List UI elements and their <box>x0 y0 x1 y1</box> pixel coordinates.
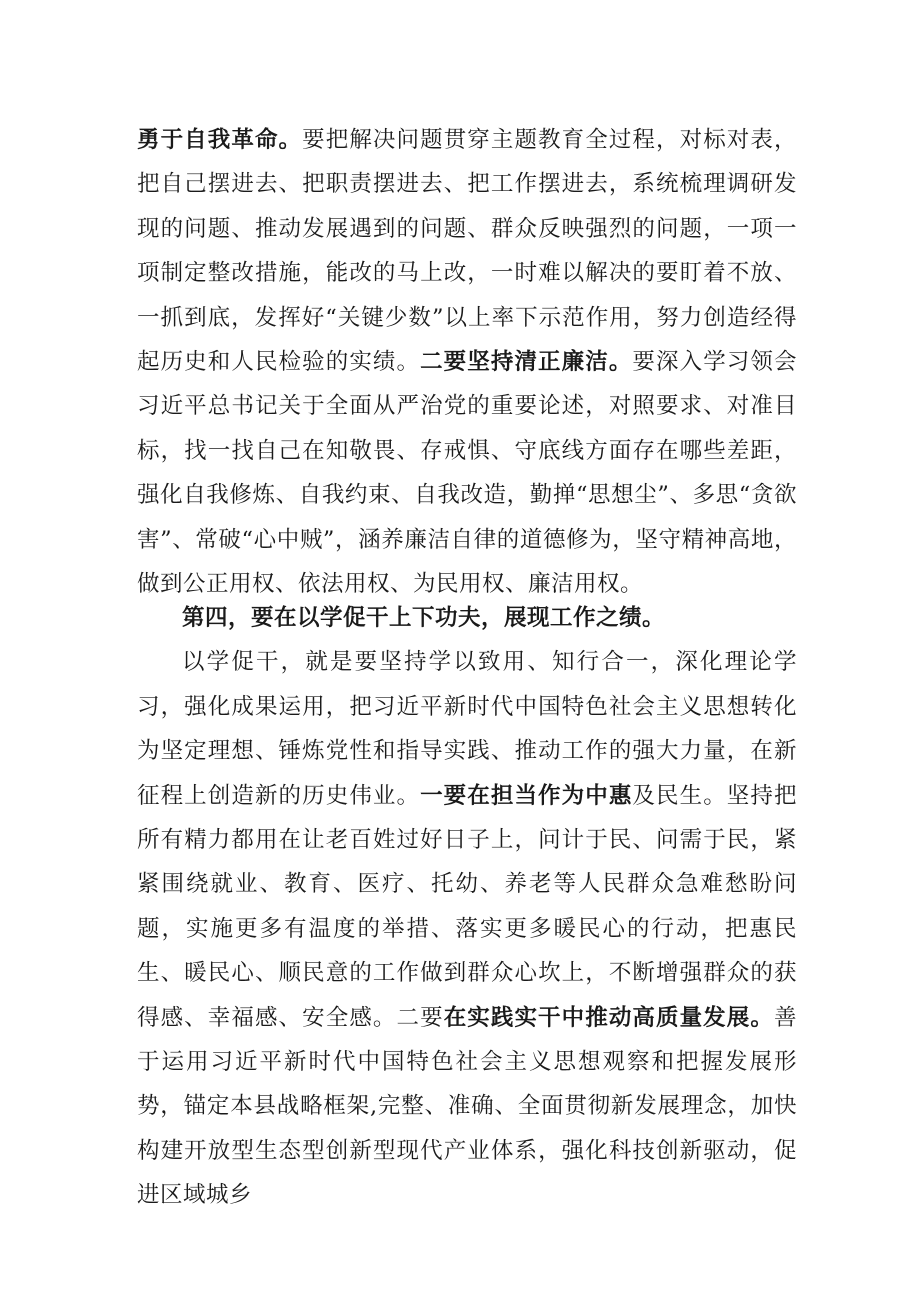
paragraph-text: 及民生。坚持把所有精力都用在让老百姓过好日子上，问计于民、问需于民，紧紧围绕就业、教育、医疗、托幼、养老等人民群众急难愁盼问题，实施更多有温度的举措、落实更多暖民心的行动，把惠民生、暖民心、顺民意的工作做到群众心坎上，不断增强群众的获得感、幸福感、安全感。二要 <box>137 782 797 1031</box>
paragraph-learning-to-work <box>137 640 797 1217</box>
bold-phrase-responsibility: 一要在担当作为中惠 <box>420 782 633 809</box>
body-text-lower <box>137 596 797 1218</box>
bold-phrase-high-quality-development: 在实践实干中推动高质量发展。 <box>443 1004 774 1031</box>
bold-phrase-self-revolution: 勇于自我革命。 <box>137 127 303 153</box>
paragraph-text: 以学促干，就是要坚持学以致用、知行合一，深化理论学习，强化成果运用，把习近平新时代中国特色社会主义思想转化为坚定理想、锤炼党性和指导实践、推动工作的强大力量，在新征程上创造新的历史伟业。 <box>137 649 797 809</box>
paragraph-self-revolution <box>137 118 797 606</box>
section-heading-fourth: 第四，要在以学促干上下功夫，展现工作之绩。 <box>182 605 666 631</box>
body-text-upper <box>137 118 797 606</box>
paragraph-text: 善于运用习近平新时代中国特色社会主义思想观察和把握发展形势，锚定本县战略框架,完整、准确、全面贯彻新发展理念，加快构建开放型生态型创新型现代产业体系，强化科技创新驱动，促进区域城乡 <box>137 1004 797 1209</box>
paragraph-text: 要深入学习领会习近平总书记关于全面从严治党的重要论述，对照要求、对准目标，找一找自己在知敬畏、存戒惧、守底线方面存在哪些差距，强化自我修炼、自我约束、自我改造，勤掸“思想尘”、多思“贪欲害”、常破“心中贼”，涵养廉洁自律的道德修为，坚守精神高地，做到公正用权、依法用权、为民用权、廉洁用权。 <box>137 349 797 598</box>
paragraph-text: 要把解决问题贯穿主题教育全过程，对标对表，把自己摆进去、把职责摆进去、把工作摆进去，系统梳理调研发现的问题、推动发展遇到的问题、群众反映强烈的问题，一项一项制定整改措施，能改的马上改，一时难以解决的要盯着不放、一抓到底，发挥好“关键少数”以上率下示范作用，努力创造经得起历史和人民检验的实绩。 <box>137 127 797 376</box>
bold-phrase-integrity: 二要坚持清正廉洁。 <box>420 349 633 376</box>
